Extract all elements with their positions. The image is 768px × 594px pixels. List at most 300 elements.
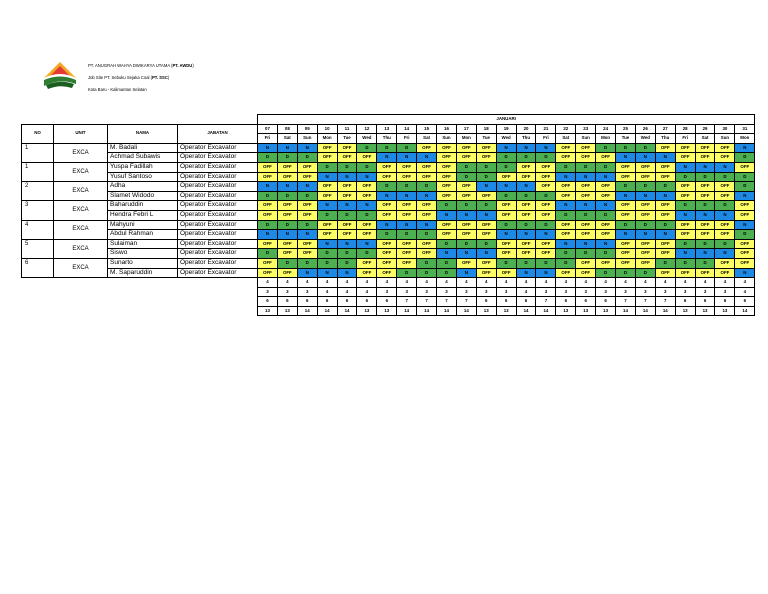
roster-row: [22, 162, 755, 172]
date-header: 20: [516, 124, 536, 134]
shift-cell: D: [258, 220, 278, 230]
roster-row: [22, 210, 755, 220]
operator-name: Adha: [108, 182, 178, 192]
shift-cell: OFF: [258, 258, 278, 268]
total-cell: 6: [377, 297, 397, 307]
shift-cell: D: [496, 162, 516, 172]
shift-cell: D: [277, 191, 297, 201]
shift-roster-table: [21, 114, 755, 316]
total-cell: 3: [635, 287, 655, 297]
shift-cell: OFF: [377, 201, 397, 211]
shift-cell: N: [735, 220, 755, 230]
shift-cell: OFF: [357, 191, 377, 201]
shift-cell: D: [277, 258, 297, 268]
totals-spacer: [22, 287, 258, 297]
header-nama: NAMA: [108, 124, 178, 143]
shift-cell: D: [695, 172, 715, 182]
day-header: Tue: [337, 134, 357, 144]
shift-cell: D: [357, 162, 377, 172]
totals-row: [22, 297, 755, 307]
total-cell: 13: [357, 306, 377, 316]
group-unit: EXCA: [54, 220, 108, 239]
shift-cell: N: [317, 172, 337, 182]
totals-row: [22, 306, 755, 316]
operator-jabatan: Operator Excavator: [178, 210, 258, 220]
shift-cell: OFF: [516, 239, 536, 249]
operator-name: Achmad Subawis: [108, 153, 178, 163]
shift-cell: OFF: [437, 182, 457, 192]
shift-cell: D: [417, 230, 437, 240]
shift-cell: OFF: [675, 230, 695, 240]
shift-cell: D: [377, 182, 397, 192]
total-cell: 6: [735, 297, 755, 307]
total-cell: 3: [556, 287, 576, 297]
shift-cell: N: [417, 191, 437, 201]
roster-row: [22, 268, 755, 278]
shift-cell: N: [417, 153, 437, 163]
shift-cell: N: [258, 143, 278, 153]
shift-cell: D: [258, 249, 278, 259]
shift-cell: OFF: [357, 230, 377, 240]
total-cell: 7: [536, 297, 556, 307]
group-unit: EXCA: [54, 182, 108, 201]
shift-cell: OFF: [417, 239, 437, 249]
shift-cell: OFF: [715, 258, 735, 268]
shift-cell: OFF: [337, 143, 357, 153]
shift-cell: OFF: [476, 153, 496, 163]
total-cell: 4: [397, 278, 417, 288]
date-header: 25: [616, 124, 636, 134]
shift-cell: N: [516, 182, 536, 192]
shift-cell: D: [277, 153, 297, 163]
shift-cell: OFF: [496, 239, 516, 249]
shift-cell: OFF: [536, 182, 556, 192]
roster-row: [22, 239, 755, 249]
shift-cell: D: [596, 249, 616, 259]
total-cell: 4: [655, 278, 675, 288]
shift-cell: OFF: [456, 230, 476, 240]
shift-cell: D: [456, 201, 476, 211]
shift-cell: D: [655, 182, 675, 192]
total-cell: 3: [437, 287, 457, 297]
shift-cell: D: [715, 201, 735, 211]
total-cell: 3: [456, 287, 476, 297]
roster-row: [22, 249, 755, 259]
shift-cell: OFF: [516, 162, 536, 172]
total-cell: 14: [735, 306, 755, 316]
shift-cell: D: [516, 191, 536, 201]
shift-cell: OFF: [357, 268, 377, 278]
shift-cell: N: [297, 230, 317, 240]
shift-cell: OFF: [357, 153, 377, 163]
shift-cell: OFF: [476, 258, 496, 268]
shift-cell: OFF: [655, 172, 675, 182]
shift-cell: OFF: [556, 230, 576, 240]
group-unit: EXCA: [54, 162, 108, 181]
shift-cell: OFF: [496, 172, 516, 182]
shift-cell: D: [357, 143, 377, 153]
shift-cell: OFF: [277, 172, 297, 182]
shift-cell: OFF: [635, 239, 655, 249]
shift-cell: D: [675, 172, 695, 182]
day-header: Thu: [516, 134, 536, 144]
shift-cell: D: [496, 258, 516, 268]
shift-cell: OFF: [277, 162, 297, 172]
shift-cell: OFF: [297, 201, 317, 211]
shift-cell: N: [735, 268, 755, 278]
total-cell: 13: [377, 306, 397, 316]
group-no: 3: [22, 201, 54, 220]
day-header: Sun: [715, 134, 735, 144]
shift-cell: OFF: [377, 239, 397, 249]
shift-cell: D: [258, 191, 278, 201]
shift-cell: D: [735, 182, 755, 192]
shift-cell: OFF: [576, 258, 596, 268]
day-header: Sat: [277, 134, 297, 144]
day-header: Mon: [317, 134, 337, 144]
shift-cell: OFF: [297, 162, 317, 172]
date-header: 22: [556, 124, 576, 134]
date-header: 21: [536, 124, 556, 134]
shift-cell: N: [616, 191, 636, 201]
total-cell: 4: [735, 287, 755, 297]
shift-cell: OFF: [596, 258, 616, 268]
day-header: Sun: [297, 134, 317, 144]
total-cell: 4: [437, 278, 457, 288]
shift-cell: OFF: [675, 268, 695, 278]
shift-cell: OFF: [735, 258, 755, 268]
shift-cell: OFF: [556, 153, 576, 163]
date-header: 09: [297, 124, 317, 134]
total-cell: 7: [655, 297, 675, 307]
date-header: 11: [337, 124, 357, 134]
shift-cell: OFF: [317, 153, 337, 163]
shift-cell: OFF: [258, 172, 278, 182]
day-header: Wed: [635, 134, 655, 144]
operator-jabatan: Operator Excavator: [178, 153, 258, 163]
total-cell: 14: [516, 306, 536, 316]
shift-cell: D: [297, 258, 317, 268]
total-cell: 4: [715, 278, 735, 288]
shift-cell: OFF: [417, 201, 437, 211]
day-header: Sun: [576, 134, 596, 144]
shift-cell: OFF: [536, 172, 556, 182]
total-cell: 4: [476, 278, 496, 288]
total-cell: 4: [556, 278, 576, 288]
shift-cell: OFF: [397, 210, 417, 220]
total-cell: 3: [476, 287, 496, 297]
shift-cell: N: [476, 249, 496, 259]
day-header: Fri: [536, 134, 556, 144]
shift-cell: OFF: [437, 162, 457, 172]
date-header: 28: [675, 124, 695, 134]
total-cell: 3: [576, 287, 596, 297]
date-header: 14: [397, 124, 417, 134]
shift-cell: OFF: [297, 172, 317, 182]
operator-name: Mahyuni: [108, 220, 178, 230]
shift-cell: OFF: [715, 153, 735, 163]
shift-cell: D: [616, 220, 636, 230]
total-cell: 3: [655, 287, 675, 297]
shift-cell: D: [556, 249, 576, 259]
shift-cell: OFF: [616, 210, 636, 220]
shift-cell: OFF: [576, 230, 596, 240]
total-cell: 3: [496, 287, 516, 297]
shift-cell: D: [317, 249, 337, 259]
date-header: 07: [258, 124, 278, 134]
total-cell: 6: [556, 297, 576, 307]
total-cell: 3: [417, 287, 437, 297]
total-cell: 4: [357, 287, 377, 297]
location-line: Kota Baru - Kalimantan Selatan: [88, 87, 147, 92]
shift-cell: D: [496, 153, 516, 163]
group-no: 2: [22, 182, 54, 201]
shift-cell: OFF: [516, 172, 536, 182]
total-cell: 6: [596, 297, 616, 307]
shift-cell: D: [337, 210, 357, 220]
shift-cell: OFF: [297, 210, 317, 220]
group-no: 1: [22, 143, 54, 162]
shift-cell: N: [556, 239, 576, 249]
shift-cell: OFF: [516, 210, 536, 220]
shift-cell: OFF: [556, 220, 576, 230]
date-header: 26: [635, 124, 655, 134]
shift-cell: D: [496, 191, 516, 201]
operator-jabatan: Operator Excavator: [178, 182, 258, 192]
shift-cell: OFF: [715, 220, 735, 230]
total-cell: 14: [337, 306, 357, 316]
shift-cell: OFF: [675, 153, 695, 163]
shift-cell: OFF: [655, 143, 675, 153]
total-cell: 4: [277, 278, 297, 288]
group-no: 5: [22, 239, 54, 258]
shift-cell: N: [695, 162, 715, 172]
total-cell: 6: [576, 297, 596, 307]
shift-cell: OFF: [596, 182, 616, 192]
shift-cell: OFF: [277, 239, 297, 249]
shift-cell: N: [437, 210, 457, 220]
total-cell: 13: [277, 306, 297, 316]
shift-cell: D: [715, 172, 735, 182]
date-header: 12: [357, 124, 377, 134]
shift-cell: D: [337, 162, 357, 172]
total-cell: 6: [277, 297, 297, 307]
shift-cell: D: [357, 210, 377, 220]
shift-cell: D: [476, 172, 496, 182]
group-no: 6: [22, 258, 54, 277]
total-cell: 4: [516, 287, 536, 297]
shift-cell: OFF: [437, 230, 457, 240]
total-cell: 4: [536, 278, 556, 288]
total-cell: 3: [258, 287, 278, 297]
shift-cell: D: [437, 268, 457, 278]
shift-cell: OFF: [317, 143, 337, 153]
shift-cell: OFF: [476, 191, 496, 201]
shift-cell: OFF: [576, 268, 596, 278]
total-cell: 13: [675, 306, 695, 316]
shift-cell: D: [695, 258, 715, 268]
shift-cell: OFF: [735, 239, 755, 249]
day-header: Thu: [655, 134, 675, 144]
shift-cell: OFF: [655, 239, 675, 249]
day-header: Fri: [258, 134, 278, 144]
shift-cell: OFF: [377, 210, 397, 220]
day-header: Mon: [456, 134, 476, 144]
shift-cell: D: [437, 201, 457, 211]
operator-jabatan: Operator Excavator: [178, 258, 258, 268]
shift-cell: OFF: [735, 162, 755, 172]
totals-spacer: [22, 278, 258, 288]
shift-cell: D: [277, 220, 297, 230]
total-cell: 4: [635, 278, 655, 288]
shift-cell: OFF: [397, 201, 417, 211]
total-cell: 3: [297, 287, 317, 297]
shift-cell: D: [516, 153, 536, 163]
shift-cell: OFF: [357, 258, 377, 268]
shift-cell: N: [397, 220, 417, 230]
operator-jabatan: Operator Excavator: [178, 201, 258, 211]
total-cell: 14: [437, 306, 457, 316]
shift-cell: D: [596, 162, 616, 172]
day-header: Sat: [417, 134, 437, 144]
shift-cell: N: [277, 230, 297, 240]
shift-cell: D: [317, 258, 337, 268]
total-cell: 14: [536, 306, 556, 316]
shift-cell: N: [337, 268, 357, 278]
header-jabatan: JABATAN: [178, 124, 258, 143]
shift-cell: N: [675, 210, 695, 220]
total-cell: 13: [258, 306, 278, 316]
shift-cell: N: [476, 210, 496, 220]
group-unit: EXCA: [54, 258, 108, 277]
shift-cell: OFF: [476, 230, 496, 240]
total-cell: 4: [735, 278, 755, 288]
shift-cell: OFF: [616, 249, 636, 259]
date-header: 27: [655, 124, 675, 134]
shift-cell: OFF: [556, 182, 576, 192]
total-cell: 6: [675, 297, 695, 307]
date-header: 31: [735, 124, 755, 134]
shift-cell: D: [695, 201, 715, 211]
shift-cell: OFF: [635, 201, 655, 211]
total-cell: 4: [596, 278, 616, 288]
date-header: 17: [456, 124, 476, 134]
shift-cell: OFF: [635, 162, 655, 172]
total-cell: 3: [377, 287, 397, 297]
total-cell: 13: [596, 306, 616, 316]
shift-cell: N: [635, 230, 655, 240]
operator-jabatan: Operator Excavator: [178, 143, 258, 153]
total-cell: 4: [417, 278, 437, 288]
shift-cell: OFF: [437, 220, 457, 230]
shift-cell: N: [417, 220, 437, 230]
shift-cell: OFF: [437, 191, 457, 201]
total-cell: 14: [635, 306, 655, 316]
shift-cell: OFF: [377, 268, 397, 278]
shift-cell: OFF: [476, 268, 496, 278]
total-cell: 4: [337, 278, 357, 288]
shift-cell: N: [715, 162, 735, 172]
shift-cell: OFF: [695, 182, 715, 192]
shift-cell: OFF: [655, 162, 675, 172]
shift-cell: D: [456, 172, 476, 182]
date-header: 29: [695, 124, 715, 134]
totals-row: [22, 278, 755, 288]
shift-cell: D: [516, 258, 536, 268]
totals-row: [22, 287, 755, 297]
shift-cell: D: [655, 220, 675, 230]
shift-cell: D: [437, 258, 457, 268]
shift-cell: D: [536, 258, 556, 268]
shift-cell: N: [596, 201, 616, 211]
roster-row: [22, 201, 755, 211]
shift-cell: D: [456, 239, 476, 249]
total-cell: 14: [297, 306, 317, 316]
shift-cell: N: [377, 153, 397, 163]
company-name-line: PT. ANUGRAH WAHYA DWIKARYA UTAMA (PT. AWDU): [88, 63, 194, 68]
operator-jabatan: Operator Excavator: [178, 268, 258, 278]
shift-cell: OFF: [357, 220, 377, 230]
shift-cell: N: [377, 220, 397, 230]
shift-cell: D: [675, 258, 695, 268]
total-cell: 6: [715, 297, 735, 307]
shift-cell: D: [417, 258, 437, 268]
shift-cell: D: [635, 220, 655, 230]
shift-cell: N: [337, 172, 357, 182]
shift-cell: N: [576, 201, 596, 211]
shift-cell: D: [596, 268, 616, 278]
total-cell: 6: [496, 297, 516, 307]
totals-spacer: [22, 297, 258, 307]
shift-cell: OFF: [516, 201, 536, 211]
shift-cell: OFF: [258, 268, 278, 278]
operator-jabatan: Operator Excavator: [178, 230, 258, 240]
operator-name: Hendra Febri L: [108, 210, 178, 220]
operator-name: M. Badali: [108, 143, 178, 153]
day-header: Fri: [397, 134, 417, 144]
date-header: 19: [496, 124, 516, 134]
total-cell: 13: [576, 306, 596, 316]
shift-cell: OFF: [456, 258, 476, 268]
shift-cell: D: [675, 201, 695, 211]
shift-cell: D: [536, 153, 556, 163]
total-cell: 4: [496, 278, 516, 288]
shift-cell: D: [317, 162, 337, 172]
shift-cell: N: [476, 182, 496, 192]
shift-cell: OFF: [715, 268, 735, 278]
total-cell: 4: [576, 278, 596, 288]
shift-cell: D: [735, 230, 755, 240]
shift-cell: N: [496, 143, 516, 153]
shift-cell: OFF: [596, 230, 616, 240]
shift-cell: D: [476, 201, 496, 211]
roster-row: [22, 182, 755, 192]
shift-cell: OFF: [536, 239, 556, 249]
shift-cell: N: [616, 153, 636, 163]
shift-cell: OFF: [377, 162, 397, 172]
shift-cell: OFF: [655, 249, 675, 259]
shift-cell: OFF: [258, 162, 278, 172]
day-header: Sat: [695, 134, 715, 144]
total-cell: 6: [695, 297, 715, 307]
shift-cell: D: [536, 220, 556, 230]
date-header: 13: [377, 124, 397, 134]
shift-cell: N: [357, 201, 377, 211]
shift-cell: OFF: [695, 153, 715, 163]
operator-name: Siswo: [108, 249, 178, 259]
shift-cell: D: [258, 153, 278, 163]
operator-jabatan: Operator Excavator: [178, 162, 258, 172]
